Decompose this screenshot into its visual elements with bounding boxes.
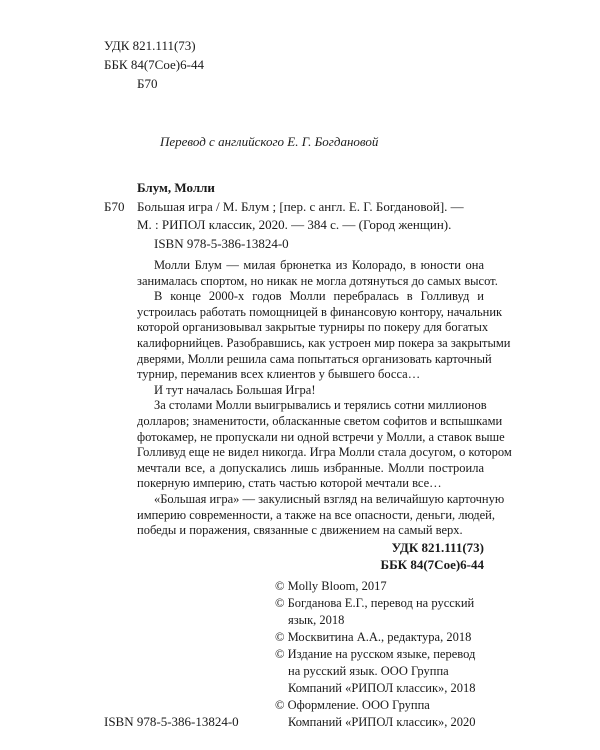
udk-code-top: УДК 821.111(73) xyxy=(104,38,196,53)
annotation-line: В конце 2000-х годов Молли перебралась в Голливуд и xyxy=(154,289,484,304)
copyright-line: © Molly Bloom, 2017 xyxy=(275,579,387,593)
copyright-line: на русский язык. ООО Группа xyxy=(288,664,449,678)
isbn-bottom: ISBN 978-5-386-13824-0 xyxy=(104,714,239,729)
annotation-line: Голливуд еще не видел никогда. Игра Молли стала досугом, о котором xyxy=(137,445,512,460)
annotation-line: «Большая игра» — закулисный взгляд на величайшую карточную xyxy=(154,492,505,506)
copyright-line: © Богданова Е.Г., перевод на русский xyxy=(275,596,475,610)
catalog-sign: Б70 xyxy=(104,199,125,214)
annotation-line: дверями, Молли решила сама попытаться организовать карточный xyxy=(137,351,492,366)
catalog-description-line1: Большая игра / М. Блум ; [пер. с англ. Е. Г. Богдановой]. — xyxy=(137,199,464,214)
annotation-line: долларов; знаменитости, обласканные светом софитов и вспышками xyxy=(137,414,503,428)
annotation-line: которой организовывал закрытые турниры по покеру для богатых xyxy=(137,320,489,335)
annotation-line: победы и поражения, связанные с движением на самый верх. xyxy=(137,523,463,538)
translation-note: Перевод с английского Е. Г. Богдановой xyxy=(160,134,379,149)
copyright-line: Компаний «РИПОЛ классик», 2020 xyxy=(288,715,476,729)
author-sign-top: Б70 xyxy=(137,76,158,91)
udk-code-bottom: УДК 821.111(73) xyxy=(391,540,484,555)
annotation-line: занималась спортом, но никак не могла дотянуться до самых высот. xyxy=(137,273,498,288)
copyright-line: © Издание на русском языке, перевод xyxy=(275,647,476,661)
copyright-line: Компаний «РИПОЛ классик», 2018 xyxy=(288,681,476,695)
copyright-line: © Оформление. ООО Группа xyxy=(275,698,430,712)
annotation-line: покерную империю, стать частью которой мечтали все… xyxy=(137,476,442,491)
copyright-line: © Москвитина А.А., редактура, 2018 xyxy=(275,630,472,644)
annotation-line: фотокамер, не пропускали ни одной встречи у Молли, а ставок выше xyxy=(137,429,505,444)
bbk-code-top: ББК 84(7Сое)6-44 xyxy=(104,57,204,72)
catalog-author: Блум, Молли xyxy=(137,180,215,195)
bbk-code-bottom: ББК 84(7Сое)6-44 xyxy=(380,557,484,572)
annotation-line: устроилась работать помощницей в финансовую контору, начальник xyxy=(137,304,503,319)
annotation-line: империю современности, а также на все опасности, деньги, людей, xyxy=(137,507,495,522)
annotation-line: За столами Молли выигрывались и терялись сотни миллионов xyxy=(154,398,487,413)
catalog-description-line2: М. : РИПОЛ классик, 2020. — 384 с. — (Город женщин). xyxy=(137,217,452,232)
copyright-line: язык, 2018 xyxy=(288,613,345,627)
annotation-line: И тут началась Большая Игра! xyxy=(154,382,316,397)
catalog-isbn: ISBN 978-5-386-13824-0 xyxy=(154,236,289,251)
annotation-line: турнир, переманив всех клиентов у бывшего босса… xyxy=(137,367,421,382)
annotation-line: мечтали все, а допускались лишь избранные. Молли построила xyxy=(137,460,484,475)
annotation-line: калифорнийцев. Разобравшись, как устроен мир покера за закрытыми xyxy=(137,336,511,350)
annotation-line: Молли Блум — милая брюнетка из Колорадо, в юности она xyxy=(154,258,484,272)
